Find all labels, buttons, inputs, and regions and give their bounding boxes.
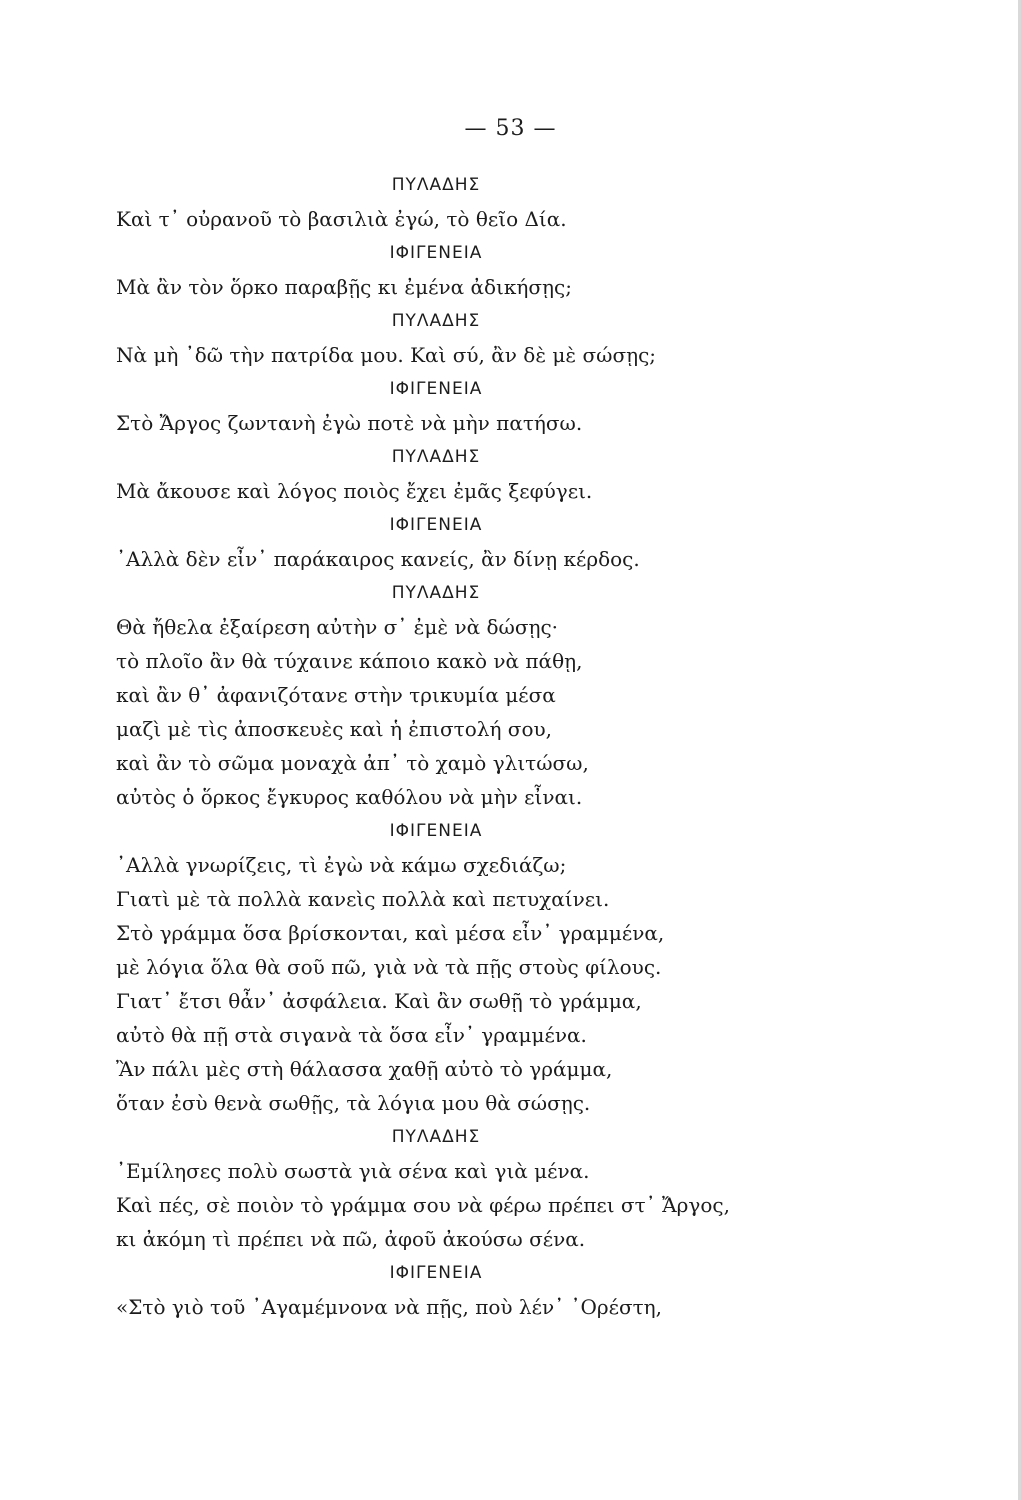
verse-line: Ἂν πάλι μὲς στὴ θάλασσα χαθῇ αὐτὸ τὸ γράμμα,: [116, 1057, 613, 1081]
verse-line: Στὸ Ἄργος ζωντανὴ ἐγὼ ποτὲ νὰ μὴν πατήσω.: [116, 411, 583, 435]
verse-line: καὶ ἂν τὸ σῶμα μοναχὰ ἀπ᾽ τὸ χαμὸ γλιτώσω,: [116, 751, 589, 775]
verse-line: ᾽Αλλὰ δὲν εἶν᾽ παράκαιρος κανείς, ἂν δίνῃ κέρδος.: [116, 547, 640, 571]
speaker-name: ΙΦΙΓΕΝΕΙΑ: [389, 1263, 483, 1283]
dialogue-block: [116, 168, 876, 236]
verse-line: Καὶ τ᾽ οὐρανοῦ τὸ βασιλιὰ ἐγώ, τὸ θεῖο Δία.: [116, 207, 567, 231]
dialogue-block: [116, 1256, 876, 1324]
verse-line: αὐτὸ θὰ πῇ στὰ σιγανὰ τὰ ὅσα εἶν᾽ γραμμένα.: [116, 1023, 587, 1047]
verse-line: Νὰ μὴ ᾽δῶ τὴν πατρίδα μου. Καὶ σύ, ἂν δὲ μὲ σώσῃς;: [116, 343, 657, 367]
speaker-name: ΙΦΙΓΕΝΕΙΑ: [389, 821, 483, 841]
verse-line: «Στὸ γιὸ τοῦ ᾽Αγαμέμνονα νὰ πῇς, ποὺ λέν᾽ ᾽Ορέστη,: [116, 1295, 663, 1319]
verse-line: αὐτὸς ὁ ὅρκος ἔγκυρος καθόλου νὰ μὴν εἶναι.: [116, 785, 583, 809]
dialogue-block: [116, 304, 876, 372]
verse-line: μὲ λόγια ὅλα θὰ σοῦ πῶ, γιὰ νὰ τὰ πῇς στοὺς φίλους.: [116, 955, 662, 979]
dialogue-block: [116, 508, 876, 576]
speaker-name: ΠΥΛΑΔΗΣ: [391, 447, 481, 467]
verse-line: καὶ ἂν θ᾽ ἀφανιζότανε στὴν τρικυμία μέσα: [116, 683, 556, 707]
dialogue-block: [116, 372, 876, 440]
speaker-name: ΠΥΛΑΔΗΣ: [391, 1127, 481, 1147]
verse-line: Καὶ πές, σὲ ποιὸν τὸ γράμμα σου νὰ φέρω πρέπει στ᾽ Ἄργος,: [116, 1193, 730, 1217]
dialogue-block: [116, 440, 876, 508]
verse-line: Γιατ᾽ ἔτσι θἆν᾽ ἀσφάλεια. Καὶ ἂν σωθῇ τὸ γράμμα,: [116, 989, 642, 1013]
verse-line: ὅταν ἐσὺ θενὰ σωθῇς, τὰ λόγια μου θὰ σώσῃς.: [116, 1091, 591, 1115]
verse-line: ᾽Εμίλησες πολὺ σωστὰ γιὰ σένα καὶ γιὰ μένα.: [116, 1159, 590, 1183]
verse-line: Μὰ ἂν τὸν ὅρκο παραβῇς κι ἐμένα ἀδικήσῃς;: [116, 275, 572, 299]
dialogue-block: [116, 236, 876, 304]
verse-line: ᾽Αλλὰ γνωρίζεις, τὶ ἐγὼ νὰ κάμω σχεδιάζω;: [116, 853, 567, 877]
speaker-name: ΙΦΙΓΕΝΕΙΑ: [389, 515, 483, 535]
speaker-name: ΙΦΙΓΕΝΕΙΑ: [389, 379, 483, 399]
dialogue-text: [116, 168, 876, 1324]
verse-line: Στὸ γράμμα ὅσα βρίσκονται, καὶ μέσα εἶν᾽ γραμμένα,: [116, 921, 665, 945]
verse-line: μαζὶ μὲ τὶς ἀποσκευὲς καὶ ἡ ἐπιστολή σου,: [116, 717, 552, 741]
verse-line: κι ἀκόμη τὶ πρέπει νὰ πῶ, ἀφοῦ ἀκούσω σένα.: [116, 1227, 586, 1251]
speaker-name: ΠΥΛΑΔΗΣ: [391, 175, 481, 195]
verse-line: Θὰ ἤθελα ἐξαίρεση αὐτὴν σ᾽ ἐμὲ νὰ δώσῃς·: [116, 615, 559, 639]
verse-line: Γιατὶ μὲ τὰ πολλὰ κανεὶς πολλὰ καὶ πετυχαίνει.: [116, 887, 610, 911]
page-number: — 53 —: [464, 116, 557, 141]
dialogue-block: [116, 576, 876, 814]
verse-line: Μὰ ἄκουσε καὶ λόγος ποιὸς ἔχει ἐμᾶς ξεφύγει.: [116, 479, 593, 503]
verse-line: τὸ πλοῖο ἂν θὰ τύχαινε κάποιο κακὸ νὰ πάθῃ,: [116, 649, 583, 673]
dialogue-block: [116, 814, 876, 1120]
dialogue-block: [116, 1120, 876, 1256]
speaker-name: ΙΦΙΓΕΝΕΙΑ: [389, 243, 483, 263]
speaker-name: ΠΥΛΑΔΗΣ: [391, 583, 481, 603]
speaker-name: ΠΥΛΑΔΗΣ: [391, 311, 481, 331]
